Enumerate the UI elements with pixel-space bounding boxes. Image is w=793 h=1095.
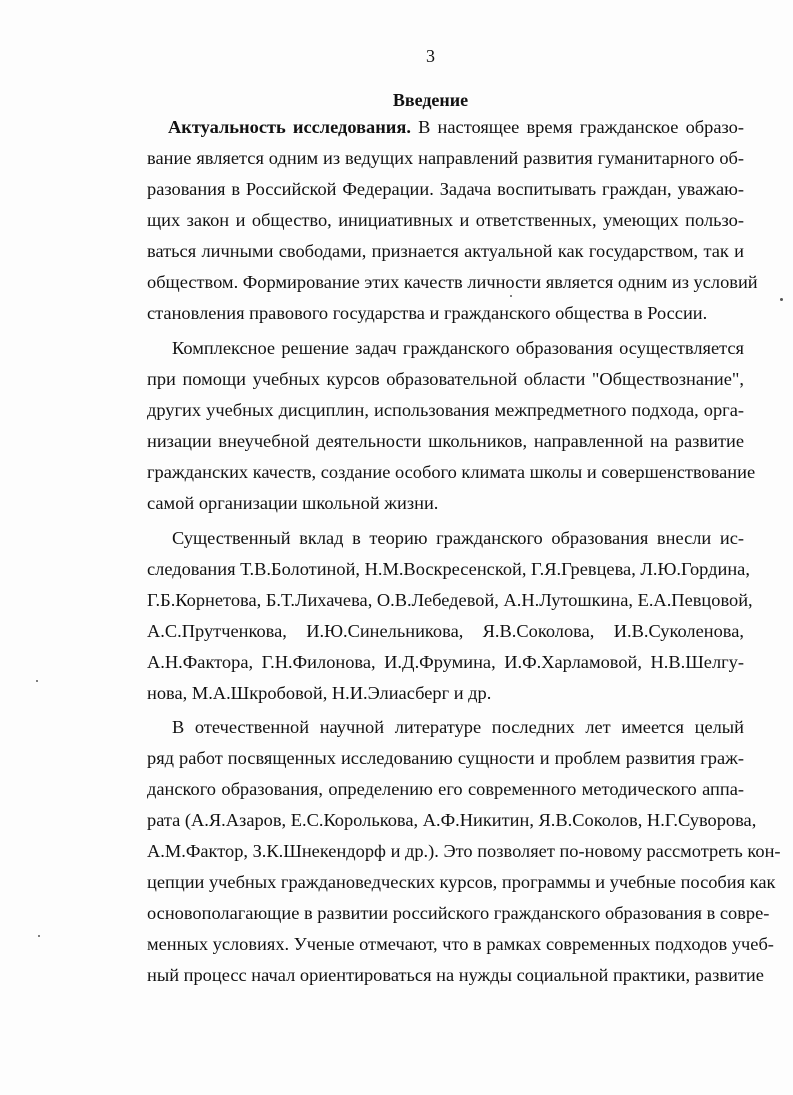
paragraph-line: данского образования, определению его современного методического аппа- <box>147 779 744 799</box>
paragraph-line: низации внеучебной деятельности школьников, направленной на развитие <box>147 431 744 451</box>
paragraph-line: вание является одним из ведущих направлений развития гуманитарного об- <box>147 148 744 168</box>
paragraph-line: менных условиях. Ученые отмечают, что в рамках современных подходов учеб- <box>147 934 774 954</box>
paragraph-line: А.Н.Фактора, Г.Н.Филонова, И.Д.Фрумина, И.Ф.Харламовой, Н.В.Шелгу- <box>147 652 744 672</box>
scan-speck <box>780 298 783 301</box>
paragraph-line: ный процесс начал ориентироваться на нужды социальной практики, развитие <box>147 965 764 985</box>
paragraph-line: Комплексное решение задач гражданского образования осуществляется <box>172 338 744 358</box>
paragraph-line: следования Т.В.Болотиной, Н.М.Воскресенской, Г.Я.Гревцева, Л.Ю.Гордина, <box>147 559 750 579</box>
paragraph-line: при помощи учебных курсов образовательной области "Обществознание", <box>147 369 744 389</box>
paragraph-line: становления правового государства и гражданского общества в России. <box>147 303 708 323</box>
paragraph-line: щих закон и общество, инициативных и ответственных, умеющих пользо- <box>147 210 744 230</box>
paragraph-line: Г.Б.Корнетова, Б.Т.Лихачева, О.В.Лебедевой, А.Н.Лутошкина, Е.А.Певцовой, <box>147 590 753 610</box>
paragraph-line: обществом. Формирование этих качеств личности является одним из условий <box>147 272 758 292</box>
paragraph-line: самой организации школьной жизни. <box>147 493 439 513</box>
paragraph-line: В отечественной научной литературе последних лет имеется целый <box>172 717 744 737</box>
paragraph-line: Существенный вклад в теорию гражданского образования внесли ис- <box>172 528 744 548</box>
paragraph-line: других учебных дисциплин, использования межпредметного подхода, орга- <box>147 400 744 420</box>
paragraph-line: Актуальность исследования. В настоящее время гражданское образо- <box>168 117 745 137</box>
paragraph-line: ряд работ посвященных исследованию сущности и проблем развития граж- <box>147 748 744 768</box>
scan-speck <box>38 935 40 937</box>
paragraph-line: рата (А.Я.Азаров, Е.С.Королькова, А.Ф.Никитин, Я.В.Соколов, Н.Г.Суворова, <box>147 810 757 830</box>
paragraph-line: цепции учебных граждановедческих курсов, программы и учебные пособия как <box>147 872 776 892</box>
paragraph-line: нова, М.А.Шкробовой, Н.И.Элиасберг и др. <box>147 683 492 703</box>
paragraph-line: гражданских качеств, создание особого климата школы и совершенствование <box>147 462 756 482</box>
lead-phrase: Актуальность исследования. <box>168 117 411 137</box>
scan-speck <box>36 680 38 682</box>
scan-speck <box>510 295 512 297</box>
paragraph-line: основополагающие в развитии российского гражданского образования в совре- <box>147 903 770 923</box>
paragraph-line: ваться личными свободами, признается актуальной как государством, так и <box>147 241 744 261</box>
page-number: 3 <box>426 46 435 66</box>
paragraph-line: А.М.Фактор, З.К.Шнекендорф и др.). Это позволяет по-новому рассмотреть кон- <box>147 841 781 861</box>
paragraph-line: разования в Российской Федерации. Задача воспитывать граждан, уважаю- <box>147 179 744 199</box>
paragraph-line: А.С.Прутченкова, И.Ю.Синельникова, Я.В.Соколова, И.В.Суколенова, <box>147 621 744 641</box>
section-heading: Введение <box>392 90 469 110</box>
